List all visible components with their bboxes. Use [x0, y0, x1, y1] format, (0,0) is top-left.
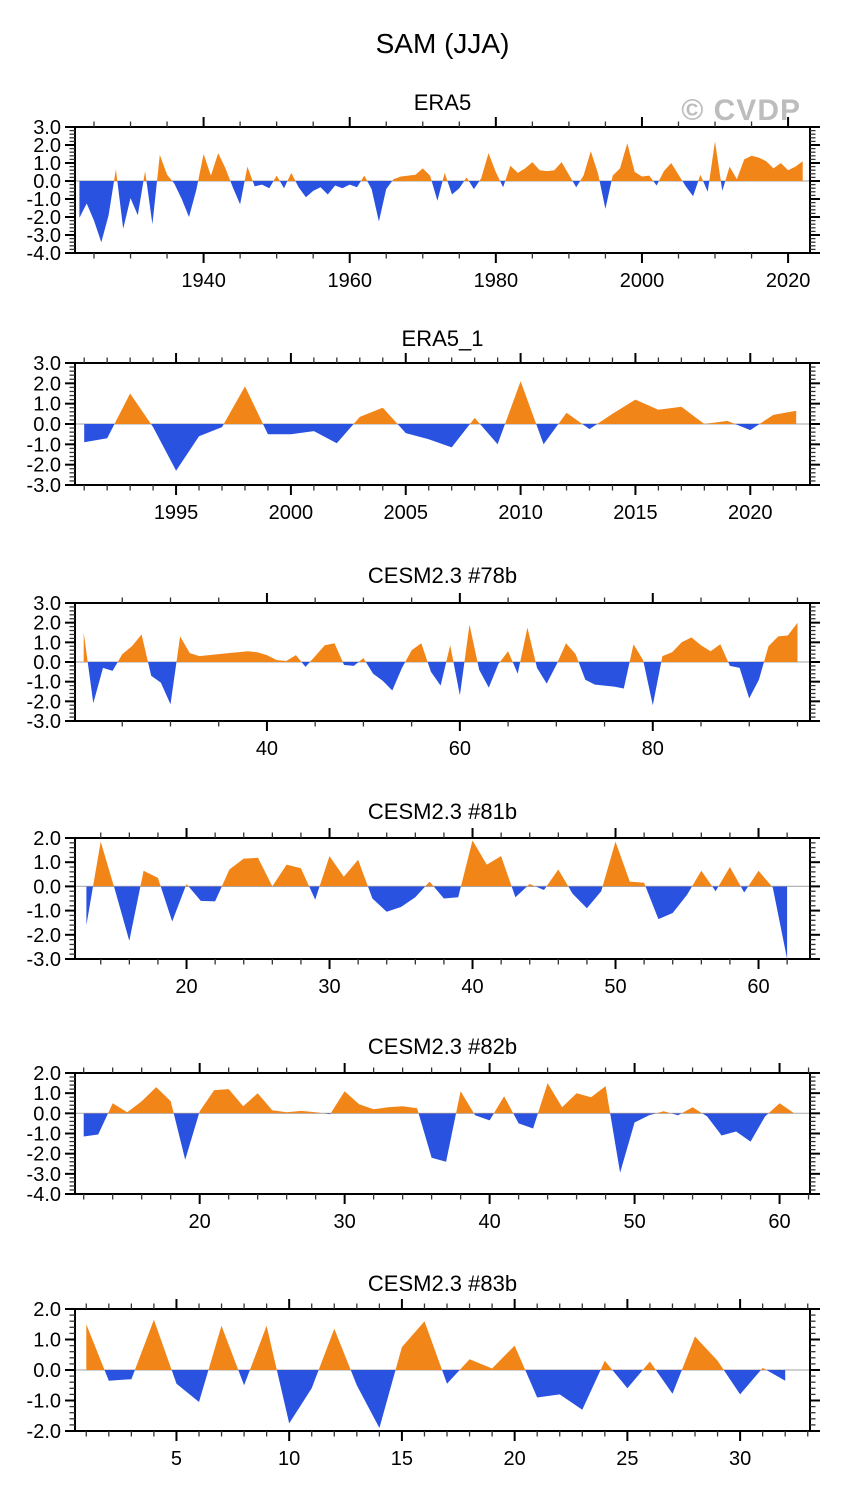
svg-text:40: 40	[255, 738, 279, 760]
svg-text:1995: 1995	[153, 502, 199, 524]
svg-text:1980: 1980	[473, 270, 519, 292]
svg-text:1.0: 1.0	[33, 632, 61, 655]
svg-text:3.0: 3.0	[33, 353, 61, 375]
svg-text:-2.0: -2.0	[26, 1143, 61, 1166]
svg-text:1.0: 1.0	[33, 1083, 61, 1106]
svg-text:1940: 1940	[181, 270, 226, 292]
svg-text:20: 20	[175, 976, 198, 998]
svg-text:2.0: 2.0	[33, 1063, 61, 1085]
svg-text:20: 20	[188, 1211, 211, 1233]
svg-text:-1.0: -1.0	[26, 1390, 61, 1413]
svg-text:0.0: 0.0	[33, 652, 61, 674]
svg-text:-1.0: -1.0	[26, 434, 61, 457]
svg-text:1.0: 1.0	[33, 852, 61, 875]
panel-title-era5-1: ERA5_1	[401, 326, 484, 351]
svg-text:-2.0: -2.0	[26, 691, 61, 714]
svg-text:-1.0: -1.0	[26, 189, 61, 211]
panel-title-cesm82b: CESM2.3 #82b	[367, 1034, 518, 1059]
svg-text:2.0: 2.0	[33, 612, 61, 635]
svg-text:0.0: 0.0	[33, 1103, 61, 1126]
svg-text:-1.0: -1.0	[26, 1123, 61, 1146]
svg-text:15: 15	[390, 1448, 414, 1470]
svg-text:2000: 2000	[619, 270, 665, 292]
svg-text:3.0: 3.0	[33, 117, 61, 139]
svg-text:25: 25	[616, 1448, 639, 1470]
svg-text:2.0: 2.0	[33, 135, 61, 157]
svg-text:1.0: 1.0	[33, 1329, 61, 1352]
page-title: SAM (JJA)	[375, 28, 510, 59]
svg-text:30: 30	[333, 1211, 356, 1233]
svg-text:1.0: 1.0	[33, 153, 61, 175]
svg-text:20: 20	[503, 1448, 526, 1470]
svg-text:1960: 1960	[327, 270, 372, 292]
svg-text:2.0: 2.0	[33, 1299, 61, 1321]
svg-text:60: 60	[448, 738, 471, 760]
svg-text:2020: 2020	[728, 502, 773, 524]
svg-text:-4.0: -4.0	[26, 243, 61, 265]
panel-title-cesm78b: CESM2.3 #78b	[367, 563, 518, 588]
svg-text:-2.0: -2.0	[26, 454, 61, 477]
svg-text:30: 30	[728, 1448, 752, 1470]
svg-text:0.0: 0.0	[33, 876, 61, 899]
svg-text:0.0: 0.0	[33, 414, 61, 436]
panel-title-cesm81b: CESM2.3 #81b	[367, 799, 518, 824]
svg-text:2010: 2010	[498, 502, 543, 524]
svg-text:0.0: 0.0	[33, 171, 61, 193]
svg-text:1.0: 1.0	[33, 393, 61, 416]
svg-text:50: 50	[623, 1211, 646, 1233]
svg-text:2.0: 2.0	[33, 828, 61, 850]
svg-text:50: 50	[604, 976, 627, 998]
svg-text:40: 40	[461, 976, 484, 998]
svg-text:10: 10	[278, 1448, 301, 1470]
svg-text:-1.0: -1.0	[26, 900, 61, 923]
svg-text:-3.0: -3.0	[26, 711, 61, 733]
svg-text:30: 30	[318, 976, 341, 998]
panel-title-era5: ERA5	[413, 90, 472, 115]
svg-text:-2.0: -2.0	[26, 924, 61, 947]
svg-text:3.0: 3.0	[33, 593, 61, 615]
panel-title-cesm83b: CESM2.3 #83b	[367, 1271, 518, 1296]
watermark: © CVDP	[681, 94, 801, 127]
svg-text:-4.0: -4.0	[26, 1184, 61, 1206]
svg-text:-3.0: -3.0	[26, 475, 61, 497]
svg-text:2005: 2005	[383, 502, 428, 524]
svg-text:0.0: 0.0	[33, 1360, 61, 1382]
svg-text:-1.0: -1.0	[26, 671, 61, 694]
svg-text:60: 60	[747, 976, 770, 998]
svg-text:2.0: 2.0	[33, 373, 61, 396]
svg-text:5: 5	[170, 1448, 183, 1470]
svg-text:2000: 2000	[268, 502, 314, 524]
svg-text:2015: 2015	[613, 502, 658, 524]
svg-text:-3.0: -3.0	[26, 949, 61, 971]
svg-text:40: 40	[478, 1211, 501, 1233]
svg-text:2020: 2020	[765, 270, 811, 292]
svg-text:-3.0: -3.0	[26, 225, 61, 247]
svg-text:-2.0: -2.0	[26, 207, 61, 229]
svg-text:-2.0: -2.0	[26, 1421, 61, 1443]
svg-text:-3.0: -3.0	[26, 1163, 61, 1186]
svg-text:80: 80	[641, 738, 664, 760]
svg-text:60: 60	[768, 1211, 791, 1233]
